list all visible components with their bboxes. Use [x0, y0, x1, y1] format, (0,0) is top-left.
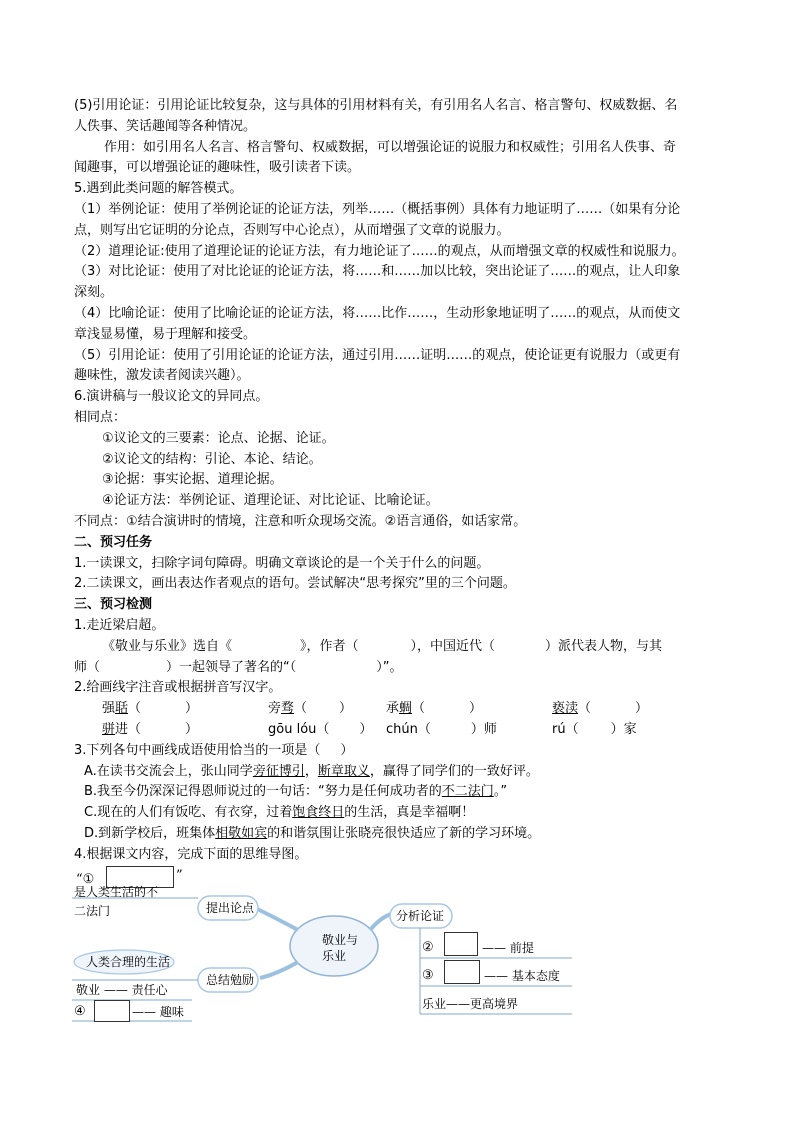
text-span: ）一起领导了著名的“（ — [166, 659, 297, 675]
raise-text: 是人类生活的不 — [74, 885, 159, 899]
answer-box-3[interactable] — [444, 960, 480, 984]
text-span: 师（ — [74, 659, 101, 675]
text-span: ）家 — [610, 721, 637, 737]
pinyin-item — [268, 699, 386, 720]
branch-analyze-label: 分析论证 — [396, 909, 445, 923]
underlined-char: 蜩 — [399, 701, 413, 717]
circle-num: ④ — [74, 1004, 86, 1019]
mind-map — [72, 866, 592, 1026]
underlined-char: 骈 — [102, 721, 116, 737]
branch-raise-label: 提出论点 — [206, 901, 255, 915]
text-span: （ — [128, 701, 142, 717]
question-title: 1.走近梁启超。 — [74, 617, 165, 633]
text-line: 不同点：①结合演讲时的情境，注意和听众现场交流。②语言通俗，如话家常。 — [74, 513, 527, 529]
list-item: ④论证方法：举例论证、道理论证、对比论证、比喻论证。 — [102, 493, 439, 509]
pinyin-item — [102, 720, 268, 741]
text-span: rú（ — [552, 721, 579, 737]
text-line: 2.二读课文，画出表达作者观点的语句。尝试解决“思考探究”里的三个问题。 — [74, 576, 516, 592]
text-line: 点，则写出它证明的分论点，否则写中心论点），从而增强了文章的说服力。 — [74, 222, 510, 238]
text-span: ，赢得了同学们的一致好评。 — [369, 763, 539, 779]
text-span: （ — [578, 701, 592, 717]
summary-text: —— 趣味 — [132, 1005, 184, 1019]
text-line: 闻趣事，可以增强论证的趣味性，吸引读者下读。 — [74, 160, 361, 176]
text-span: 》，作者（ — [300, 638, 359, 654]
section-title: 6.演讲稿与一般议论文的异同点。 — [74, 389, 269, 405]
connector — [260, 962, 298, 978]
text-line: 深刻。 — [74, 285, 114, 301]
text-span: 旁 — [268, 701, 282, 717]
underlined-idiom: 饱食终日 — [292, 805, 345, 821]
document-body — [74, 96, 724, 865]
text-span: ），中国近代（ — [410, 638, 496, 654]
text-span: 。” — [493, 784, 508, 800]
text-line: (5)引用论证：引用论证比较复杂，这与具体的引用材料有关，有引用名人名言、格言警句、权威数据、名 — [74, 98, 678, 113]
option-c[interactable] — [74, 803, 724, 824]
underlined-char: 亵渎 — [552, 701, 579, 717]
underlined-char: 骛 — [281, 701, 295, 717]
question-line — [74, 637, 724, 658]
text-span: 的生活，真是幸福啊！ — [344, 805, 475, 821]
pinyin-item — [552, 720, 637, 741]
option-b[interactable] — [74, 782, 724, 803]
connector — [255, 908, 298, 930]
text-span: C.现在的人们有饭吃、有衣穿，过着 — [84, 805, 293, 821]
text-line: （1）举例论证：使用了举例论证的论证方法，列举……（概括事例）具体有力地证明了……（如果有分论 — [74, 201, 681, 217]
text-span: B.我至今仍深深记得恩师说过的一句话：“努力是任何成功者的 — [84, 784, 442, 800]
text-span: 《敬业与乐业》选自《 — [102, 638, 233, 654]
text-span: 强 — [102, 701, 116, 717]
underlined-idiom: 不二法门 — [441, 784, 494, 800]
text-span: 承 — [386, 701, 400, 717]
text-line: （4）比喻论证：使用了比喻论证的论证方法，将……比作……，生动形象地证明了……的观点，从而使文 — [74, 305, 681, 321]
circle-num: ② — [422, 940, 434, 955]
text-line: 章浅显易懂，易于理解和接受。 — [74, 326, 257, 342]
pinyin-item — [552, 699, 648, 720]
text-span: A.在读书交流会上，张山同学 — [84, 763, 253, 779]
text-span: ） — [635, 701, 649, 717]
text-span: ） — [469, 701, 483, 717]
text-span: gōu lóu（ — [268, 721, 330, 737]
text-span: ）”。 — [376, 659, 403, 675]
pinyin-item — [386, 699, 552, 720]
underlined-char: 聒 — [115, 701, 129, 717]
text-span: ）派代表人物，与其 — [545, 638, 663, 654]
answer-box-2[interactable] — [444, 932, 478, 956]
question-title: 4.根据课文内容，完成下面的思维导图。 — [74, 846, 308, 862]
underlined-idiom: 旁征博引 — [252, 763, 305, 779]
answer-box-4[interactable] — [94, 1000, 130, 1022]
branch-summary-label: 总结勉励 — [206, 973, 255, 987]
list-item: ①议论文的三要素：论点、论据、论证。 — [102, 430, 335, 446]
text-line: 趣味性，激发读者阅读兴趣）。 — [74, 368, 250, 384]
quote-close: ” — [176, 868, 183, 883]
text-line: 人佚事、笑话趣闻等各种情况。 — [74, 118, 257, 134]
text-span: 的和谐氛围让张晓亮很快适应了新的学习环境。 — [267, 825, 541, 841]
analyze-text: —— 前提 — [482, 941, 534, 955]
question-line — [74, 658, 724, 679]
text-line: （2）道理论证:使用了道理论证的论证方法，有力地论证了……的观点，从而增强文章的权威性和说服力。 — [74, 243, 685, 259]
text-span: 3.下列各句中画线成语使用恰当的一项是（ — [74, 742, 321, 758]
option-d[interactable] — [74, 824, 724, 845]
underlined-idiom: 相敬如宾 — [215, 825, 268, 841]
text-span: ， — [304, 763, 318, 779]
text-span: chún（ — [386, 721, 431, 737]
option-a[interactable] — [74, 762, 724, 783]
pinyin-row — [74, 699, 724, 720]
section-heading: 二、预习任务 — [74, 534, 153, 550]
list-item: ②议论文的结构：引论、本论、结论。 — [102, 451, 322, 467]
pinyin-item — [386, 720, 552, 741]
center-label: 敬业与 — [322, 933, 359, 947]
text-span: D.到新学校后，班集体 — [84, 825, 216, 841]
pinyin-item — [268, 720, 386, 741]
text-line: 相同点： — [74, 409, 127, 425]
text-span: ）师 — [470, 721, 497, 737]
text-span: ） — [185, 701, 199, 717]
text-line: 1.一读课文，扫除字词句障碍。明确文章谈论的是一个关于什么的问题。 — [74, 555, 490, 571]
text-span: ） — [339, 701, 353, 717]
analyze-text: —— 基本态度 — [484, 969, 560, 983]
center-label: 乐业 — [322, 949, 347, 963]
text-span: ） — [340, 742, 354, 758]
text-line: （5）引用论证：使用了引用论证的论证方法，通过引用……证明……的观点，使论证更有说服力（或更有 — [74, 347, 681, 363]
text-span: ） — [359, 721, 373, 737]
underlined-idiom: 断章取义 — [317, 763, 370, 779]
text-span: ） — [185, 721, 199, 737]
list-item: ③论据：事实论据、道理论据。 — [102, 472, 283, 488]
section-heading: 三、预习检测 — [74, 597, 153, 613]
text-span: 进（ — [115, 721, 142, 737]
pinyin-item — [102, 699, 268, 720]
circle-num: ③ — [422, 968, 434, 983]
raise-text: 二法门 — [74, 904, 111, 918]
text-span: （ — [294, 701, 308, 717]
analyze-text: 乐业——更高境界 — [422, 997, 519, 1011]
summary-text: 敬业 —— 责任心 — [76, 983, 168, 997]
pinyin-row — [74, 720, 724, 741]
text-line: （3）对比论证：使用了对比论证的论证方法，将……和……加以比较，突出论证了……的观点，让人印象 — [74, 264, 681, 280]
text-span: （ — [412, 701, 426, 717]
text-line: 作用：如引用名人名言、格言警句、权威数据，可以增强论证的说服力和权威性；引用名人佚事、奇 — [104, 139, 677, 155]
quote-open: “① — [76, 872, 95, 887]
life-label: 人类合理的生活 — [86, 955, 171, 969]
question-title: 2.给画线字注音或根据拼音写汉字。 — [74, 680, 282, 696]
section-title: 5.遇到此类问题的解答模式。 — [74, 181, 243, 197]
question-title — [74, 741, 724, 762]
